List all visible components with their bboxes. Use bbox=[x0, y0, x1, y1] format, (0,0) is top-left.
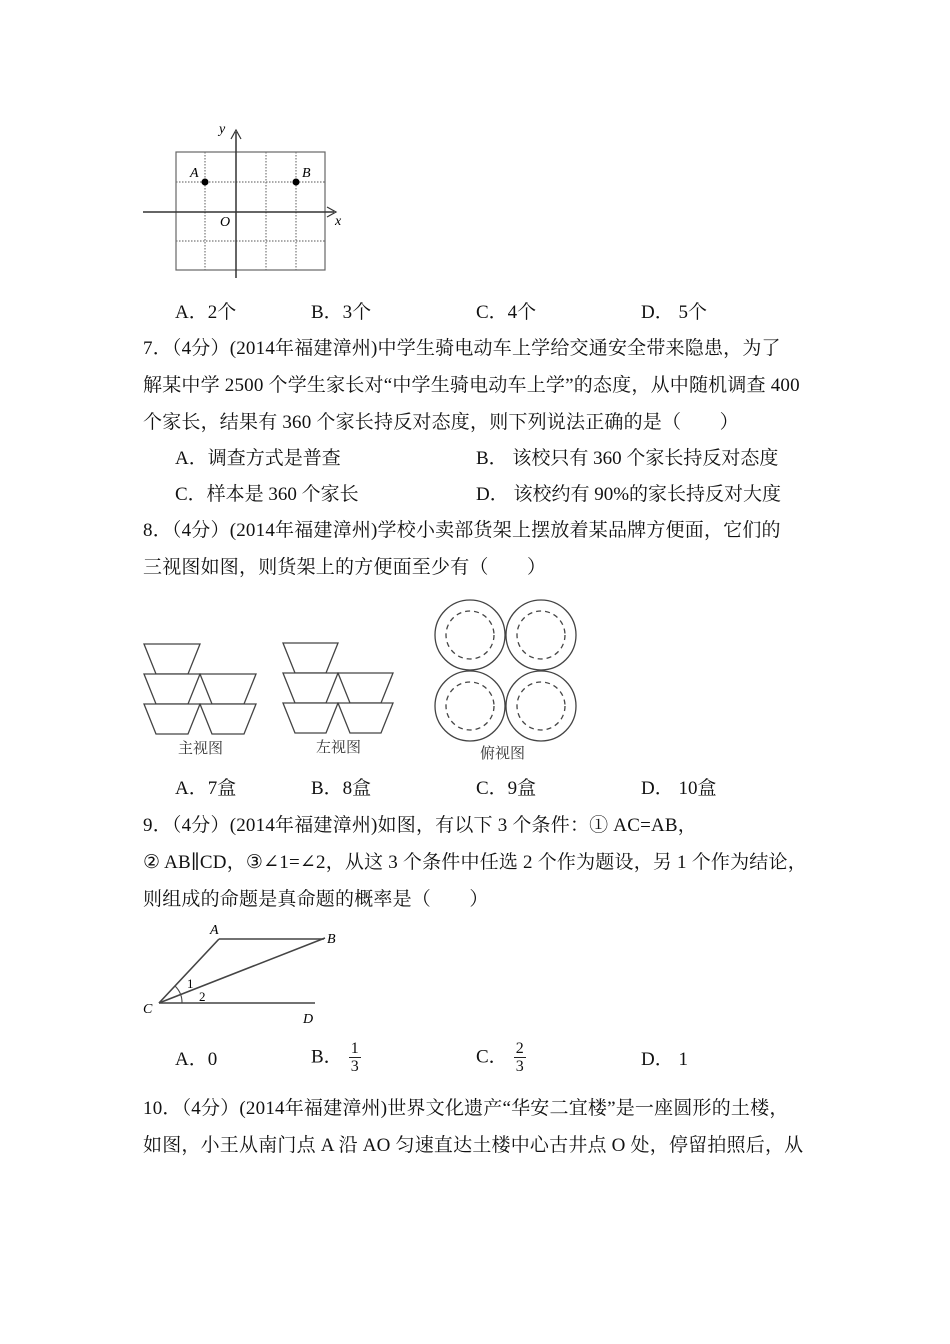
q7-stem-line-1: 7．（4分）(2014年福建漳州)中学生骑电动车上学给交通安全带来隐患，为了 bbox=[143, 338, 781, 359]
top-view-figure bbox=[430, 595, 585, 745]
q7-option-b: B． 该校只有 360 个家长持反对态度 bbox=[476, 448, 779, 469]
q7-option-c: C．样本是 360 个家长 bbox=[175, 484, 359, 505]
angle-2-label: 2 bbox=[199, 989, 206, 1004]
q9-option-b bbox=[311, 1040, 361, 1075]
q8-option-d: D． 10盒 bbox=[641, 778, 717, 799]
front-view-caption: 主视图 bbox=[178, 739, 224, 757]
q9-option-a: A．0 bbox=[175, 1049, 218, 1070]
axis-x-label: x bbox=[335, 214, 342, 229]
q8-option-b: B．8盒 bbox=[311, 778, 372, 799]
point-b-label: B bbox=[327, 932, 336, 947]
q9-option-b-fraction: $\frac{1}{3}$ bbox=[350, 1040, 359, 1075]
q10-stem-line-1: 10．（4分）(2014年福建漳州)世界文化遗产“华安二宜楼”是一座圆形的土楼， bbox=[143, 1098, 789, 1119]
q9-option-d: D． 1 bbox=[641, 1049, 688, 1070]
left-view-caption: 左视图 bbox=[316, 738, 362, 756]
q9-stem-line-2: ② AB∥CD，③∠1=∠2，从这 3 个条件中任选 2 个作为题设，另 1 个作为结论， bbox=[143, 852, 807, 873]
q6-option-b: B．3个 bbox=[311, 302, 372, 323]
q8-stem-line-2: 三视图如图，则货架上的方便面至少有（ ） bbox=[143, 557, 547, 578]
point-c-label: C bbox=[143, 1002, 153, 1017]
q6-option-a: A．2个 bbox=[175, 302, 237, 323]
point-a-label: A bbox=[210, 923, 219, 938]
point-a-label: A bbox=[190, 166, 199, 181]
left-view-figure bbox=[280, 640, 405, 740]
q8-option-a: A．7盒 bbox=[175, 778, 237, 799]
q7-stem-line-2: 解某中学 2500 个学生家长对“中学生骑电动车上学”的态度，从中随机调查 400 bbox=[143, 375, 800, 396]
q6-coordinate-grid-figure bbox=[140, 115, 360, 285]
q8-stem-line-1: 8．（4分）(2014年福建漳州)学校小卖部货架上摆放着某品牌方便面，它们的 bbox=[143, 520, 781, 541]
axis-y-label: y bbox=[219, 122, 226, 137]
q9-stem-line-1: 9．（4分）(2014年福建漳州)如图，有以下 3 个条件：① AC=AB， bbox=[143, 815, 698, 836]
point-d-label: D bbox=[303, 1012, 314, 1027]
q9-option-c bbox=[476, 1040, 526, 1075]
q8-option-c: C．9盒 bbox=[476, 778, 537, 799]
angle-1-label: 1 bbox=[187, 976, 194, 991]
q10-stem-line-2: 如图，小王从南门点 A 沿 AO 匀速直达土楼中心古井点 O 处，停留拍照后，从 bbox=[143, 1135, 804, 1156]
q7-stem-line-3: 个家长，结果有 360 个家长持反对态度，则下列说法正确的是（ ） bbox=[143, 412, 739, 433]
q6-option-c: C．4个 bbox=[476, 302, 537, 323]
q7-option-a: A．调查方式是普查 bbox=[175, 448, 341, 469]
q9-option-b-label: B． bbox=[311, 1046, 343, 1068]
q7-option-d: D． 该校约有 90%的家长持反对大度 bbox=[476, 484, 782, 505]
origin-label: O bbox=[220, 215, 231, 230]
point-b-label: B bbox=[302, 166, 311, 181]
front-view-figure bbox=[140, 640, 265, 740]
q9-option-c-label: C． bbox=[476, 1046, 508, 1068]
q9-stem-line-3: 则组成的命题是真命题的概率是（ ） bbox=[143, 889, 489, 910]
q9-geometry-figure bbox=[140, 918, 360, 1028]
top-view-caption: 俯视图 bbox=[480, 744, 526, 762]
q6-option-d: D． 5个 bbox=[641, 302, 707, 323]
q9-option-c-fraction: $\frac{2}{3}$ bbox=[515, 1040, 524, 1075]
